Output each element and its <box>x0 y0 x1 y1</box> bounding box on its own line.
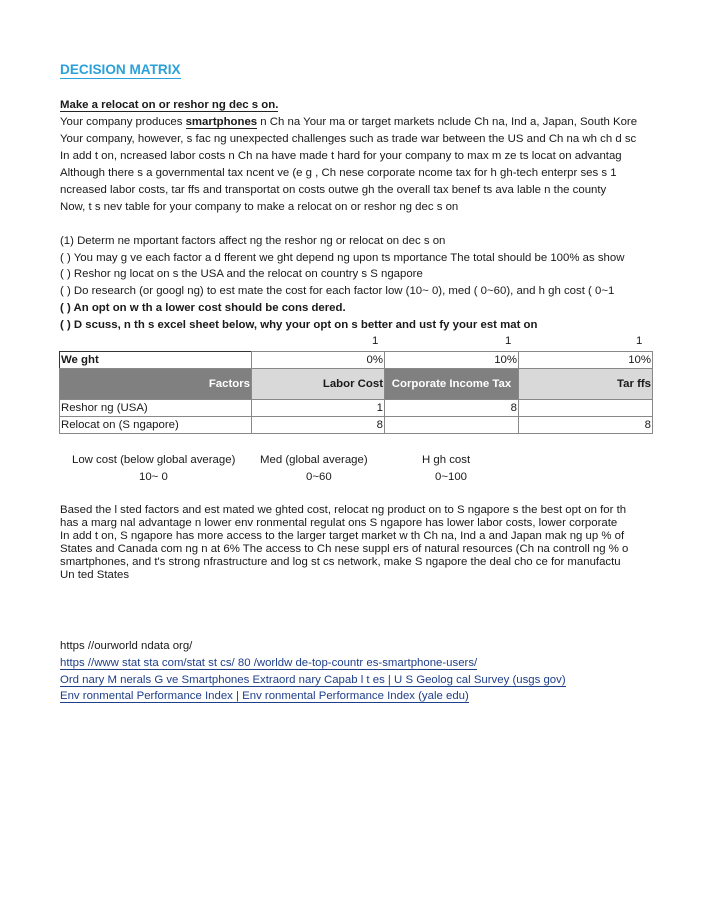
task-2: ( ) You may g ve each factor a d fferent we ght depend ng upon ts mportance The total should be 100% as show <box>60 252 625 264</box>
reshoring-tariffs <box>519 400 653 417</box>
task-5: ( ) An opt on w th a lower cost should be cons dered. <box>60 302 346 314</box>
top-number-tariffs: 1 <box>636 335 643 347</box>
task-6: ( ) D scuss, n th s excel sheet below, why your opt on s better and ust fy your est mat on <box>60 319 538 331</box>
source-link-usgs[interactable]: Ord nary M nerals G ve Smartphones Extraord nary Capab l t es | U S Geolog cal Survey (usgs gov) <box>60 674 566 686</box>
header-factors: Factors <box>60 369 252 400</box>
intro-line-4: Although there s a governmental tax ncent ve (e g , Ch nese corporate ncome tax for h gh-tech enterpr ses s 1 <box>60 167 617 179</box>
source-link-wrap-usgs <box>60 672 566 689</box>
relocation-labor: 8 <box>252 417 385 434</box>
smartphones-emphasis: smartphones <box>185 116 258 128</box>
discussion-line-5: smartphones, and t's strong nfrastructure and log st cs network, make S ngapore the deal cho ce for manufactu <box>60 556 621 568</box>
header-row <box>60 369 653 400</box>
legend-low-label: Low cost (below global average) <box>72 454 236 466</box>
row-label-reshoring: Reshor ng (USA) <box>60 400 252 417</box>
intro-line-2: Your company, however, s fac ng unexpected challenges such as trade war between the US and Ch na wh ch d sc <box>60 133 637 145</box>
reshoring-labor: 1 <box>252 400 385 417</box>
task-1: (1) Determ ne mportant factors affect ng the reshor ng or relocat on dec s on <box>60 235 446 247</box>
header-corporate-income-tax: Corporate Income Tax <box>385 369 519 400</box>
source-link-wrap-statista <box>60 655 477 672</box>
discussion-line-2: has a marg nal advantage n lower env ronmental regulat ons S ngapore has lower labor costs, lower corporate <box>60 517 618 529</box>
source-link-ourworldindata[interactable]: https //ourworld ndata org/ <box>60 640 193 652</box>
discussion-line-6: Un ted States <box>60 569 130 581</box>
task-4: ( ) Do research (or googl ng) to est mate the cost for each factor low (10~ 0), med ( 0~60), and h gh cost ( 0~1 <box>60 285 615 297</box>
top-number-corporate: 1 <box>505 335 512 347</box>
header-tariffs: Tar ffs <box>519 369 653 400</box>
discussion-line-3: In add t on, S ngapore has more access to the larger target market w th Ch na, Ind a and Japan mak ng up % of <box>60 530 625 542</box>
header-labor-cost: Labor Cost <box>252 369 385 400</box>
table-row <box>60 400 653 417</box>
table-row <box>60 417 653 434</box>
intro-line-1-pre: Your company produces <box>60 116 186 128</box>
weight-label: We ght <box>60 352 252 369</box>
intro-line-3: In add t on, ncreased labor costs n Ch na have made t hard for your company to max m ze ts locat on advantag <box>60 150 622 162</box>
top-number-labor: 1 <box>372 335 379 347</box>
legend-high-label: H gh cost <box>422 454 471 466</box>
weight-tariffs: 10% <box>519 352 653 369</box>
intro-line-1 <box>60 114 637 131</box>
source-link-yale-epi[interactable]: Env ronmental Performance Index | Env ronmental Performance Index (yale edu) <box>60 690 469 702</box>
reshoring-corporate: 8 <box>385 400 519 417</box>
intro-line-5: ncreased labor costs, tar ffs and transportat on costs outwe gh the overall tax benef ts ava lable n the county <box>60 184 607 196</box>
source-link-statista[interactable]: https //www stat sta com/stat st cs/ 80 /worldw de-top-countr es-smartphone-users/ <box>60 657 478 669</box>
legend-med-label: Med (global average) <box>260 454 368 466</box>
task-3: ( ) Reshor ng locat on s the USA and the relocat on country s S ngapore <box>60 268 423 280</box>
weight-labor: 0% <box>252 352 385 369</box>
relocation-corporate <box>385 417 519 434</box>
decision-matrix-table <box>59 351 653 434</box>
legend-high-range: 0~100 <box>435 471 467 483</box>
row-label-relocation: Relocat on (S ngapore) <box>60 417 252 434</box>
intro-line-1-post: n Ch na Your ma or target markets nclude Ch na, Ind a, Japan, South Kore <box>257 116 638 128</box>
intro-line-6: Now, t s nev table for your company to make a relocat on or reshor ng dec s on <box>60 201 459 213</box>
discussion-line-1: Based the l sted factors and est mated we ghted cost, relocat ng product on to S ngapore s the best opt on for th <box>60 504 627 516</box>
weight-row <box>60 352 653 369</box>
legend-med-range: 0~60 <box>306 471 332 483</box>
source-link-wrap-yale <box>60 688 469 705</box>
discussion-line-4: States and Canada com ng n at 6% The access to Ch nese suppl ers of natural resources (Ch na controll ng % o <box>60 543 629 555</box>
legend-low-range: 10~ 0 <box>139 471 168 483</box>
section-subtitle: Make a relocat on or reshor ng dec s on. <box>60 99 279 111</box>
relocation-tariffs: 8 <box>519 417 653 434</box>
page-title: DECISION MATRIX <box>60 62 181 77</box>
weight-corporate: 10% <box>385 352 519 369</box>
